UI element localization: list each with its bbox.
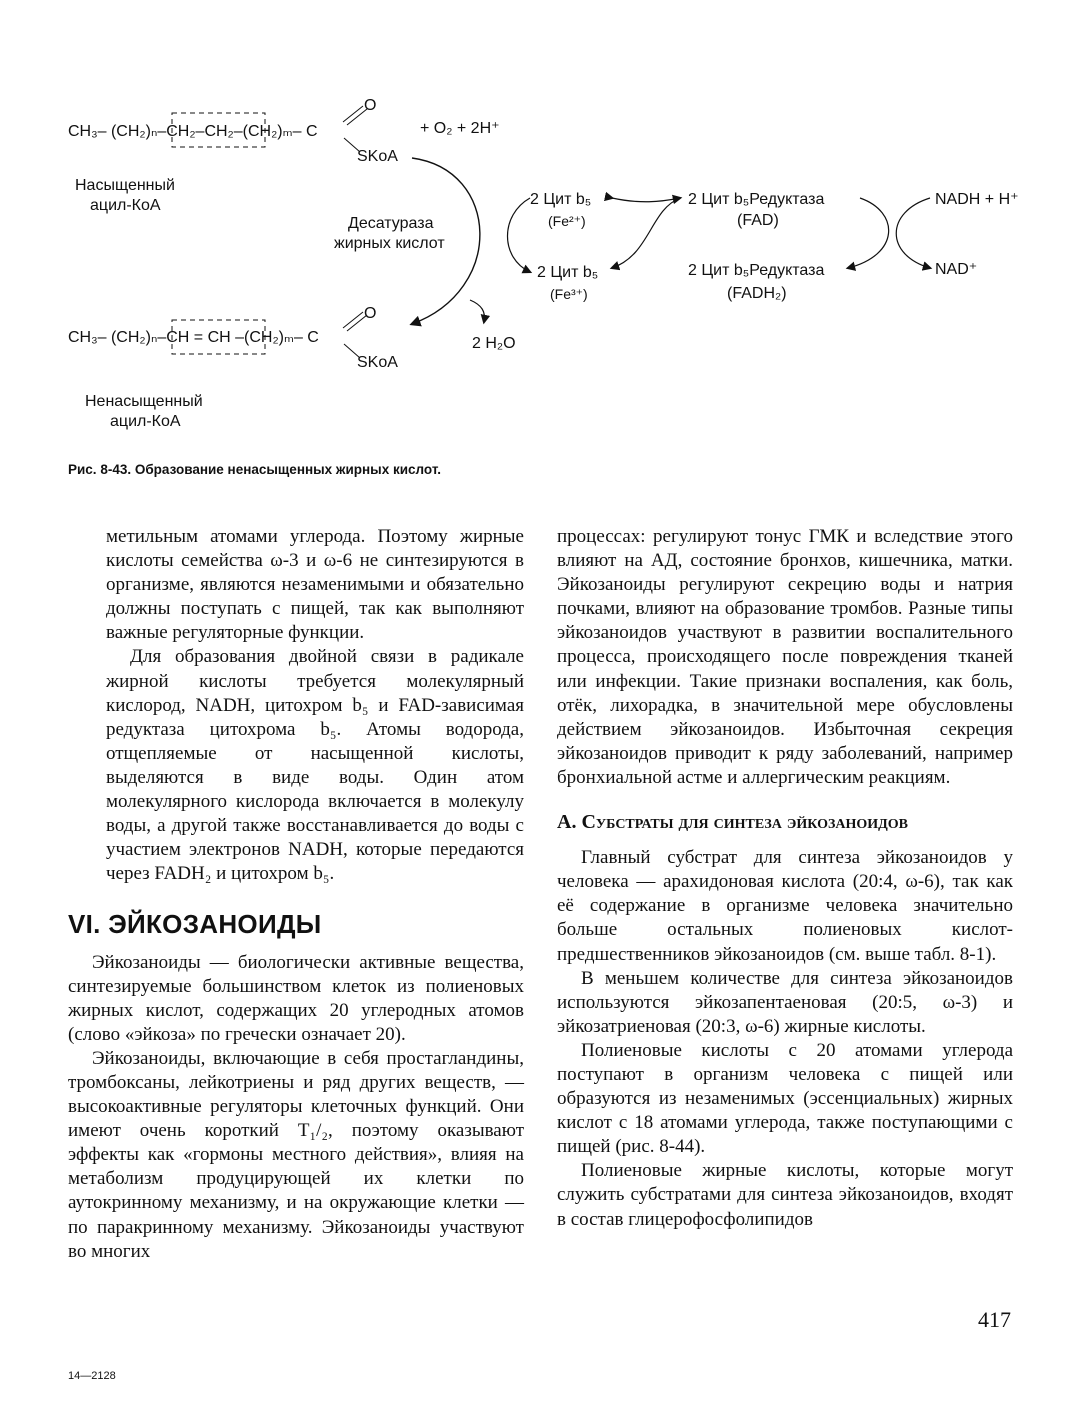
cyt-reductase-exchange-2 [612, 198, 680, 202]
cyt-b5-oxidized: 2 Цит b₅ [537, 264, 599, 281]
paragraph: Главный субстрат для синтеза эйкозаноидов у человека — арахидоновая кислота (20:4, ω-6), так как её содержание в организме человека значительно больше остальных полиеновых кислот-предшественников эйкозаноидов (см. выше табл. 8-1). [557, 847, 1013, 965]
reductase-fadh2: 2 Цит b₅Редуктаза [688, 262, 825, 279]
cyt-reductase-exchange-1 [612, 198, 680, 268]
nadh-arrow [896, 198, 930, 268]
unsaturated-label-line2: ацил-КоА [110, 413, 181, 430]
saturated-label-line1: Насыщенный [75, 177, 175, 194]
figure-caption: Рис. 8-43. Образование ненасыщенных жирных кислот. [68, 462, 442, 477]
water-arrow [470, 300, 484, 322]
cyt-b5-reduced-iron: (Fe²⁺) [548, 213, 586, 229]
saturated-label-line2: ацил-КоА [90, 197, 161, 214]
right-column [557, 525, 1013, 1232]
desaturase-scheme-figure [0, 0, 1077, 460]
unsaturated-label-line1: Ненасыщенный [85, 393, 203, 410]
oxygen-bottom: O [364, 305, 377, 322]
paragraph: В меньшем количестве для синтеза эйкозаноидов используются эйкозапентаеновая (20:5, ω-3) и эйкозатриеновая (20:3, ω-6) жирные кислоты. [557, 967, 1013, 1037]
paragraph: процессах: регулируют тонус ГМК и вследствие этого влияют на АД, состояние бронхов, кишечника, матки. Эйкозаноиды регулируют секрецию воды и натрия почками, влияют на образование тромбов. Разные типы эйкозаноидов участвуют в развитии воспалительного процесса, происходящего после повреждения тканей или инфекции. Такие признаки воспаления, как боль, отёк, лихорадка, в значительной мере обусловлены действием эйкозаноидов. Избыточная секреция эйкозаноидов приводит к ряду заболеваний, например бронхиальной астме и аллергическим реакциям. [557, 526, 1013, 788]
paragraph: Полиеновые жирные кислоты, которые могут служить субстратами для синтеза эйкозаноидов, входят в состав глицерофосфолипидов [557, 1160, 1013, 1230]
enzyme-label-line1: Десатураза [348, 215, 434, 232]
subsection-heading: А. Субстраты для синтеза эйкозаноидов [557, 811, 909, 834]
reductase-fadh2-b: (FADH₂) [727, 285, 787, 302]
paragraph: Эйкозаноиды, включающие в себя простагландины, тромбоксаны, лейкотриены и ряд других веществ, — высокоактивные регуляторы клеточных функций. Они имеют очень короткий T₁/₂, поэтому оказывают эффекты как «гормоны местного действия», влияя на метаболизм продуцирующей их клетки по аутокринному механизму, и на окружающие клетки — по паракринному механизму. Эйкозаноиды участвуют во многих [68, 1047, 524, 1262]
section-heading: VI. ЭЙКОЗАНОИДЫ [68, 909, 322, 940]
cyt-b5-reduced: 2 Цит b₅ [530, 191, 592, 208]
reductase-fad: 2 Цит b₅Редуктаза [688, 191, 825, 208]
reductase-fad-b: (FAD) [737, 212, 779, 229]
reductase-arrow [848, 198, 889, 268]
cyt-bracket-arrow [508, 198, 531, 272]
saturated-formula: CH₃– (CH₂)ₙ–CH₂–CH₂–(CH₂)ₘ– C [68, 123, 318, 140]
skoa-top: SKoA [357, 148, 398, 165]
skoa-bottom: SKoA [357, 354, 398, 371]
enzyme-label-line2: жирных кислот [334, 235, 445, 252]
reagents: + O₂ + 2H⁺ [420, 120, 500, 137]
footer-code: 14—2128 [68, 1370, 116, 1382]
nadh-label: NADH + H⁺ [935, 191, 1019, 208]
water-label: 2 H₂O [472, 335, 516, 352]
oxygen-top: O [364, 97, 377, 114]
paragraph: Для образования двойной связи в радикале жирной кислоты требуется молекулярный кислород, NADH, цитохром b₅ и FAD-зависимая редуктаза цитохрома b₅. Атомы водорода, отщепляемые от насыщенной кислоты, выделяются в виде воды. Один атом молекулярного кислорода включается в молекулу воды, а другой также восстанавливается до воды с участием электронов NADH, которые передаются через FADH₂ и цитохром b₅. [106, 646, 524, 885]
paragraph: Эйкозаноиды — биологически активные вещества, синтезируемые большинством клеток из полиеновых жирных кислот, содержащих 20 углеродных атомов (слово «эйкоза» по гречески означает 20). [68, 951, 524, 1045]
paragraph: метильным атомами углерода. Поэтому жирные кислоты семейства ω-3 и ω-6 не синтезируются в организме, являются незаменимыми и обязательно должны поступать с пищей, так как выполняют важные регуляторные функции. [106, 526, 524, 644]
nad-label: NAD⁺ [935, 261, 978, 278]
cyt-b5-oxidized-iron: (Fe³⁺) [550, 286, 588, 302]
paragraph: Полиеновые кислоты с 20 атомами углерода поступают в организм человека с пищей или образуются из незаменимых (эссенциальных) жирных кислот с 18 атомами углерода, также поступающими с пищей (рис. 8-44). [557, 1039, 1013, 1158]
page-number: 417 [978, 1307, 1011, 1332]
unsaturated-formula: CH₃– (CH₂)ₙ–CH = CH –(CH₂)ₘ– C [68, 329, 319, 346]
left-column [68, 525, 524, 1264]
